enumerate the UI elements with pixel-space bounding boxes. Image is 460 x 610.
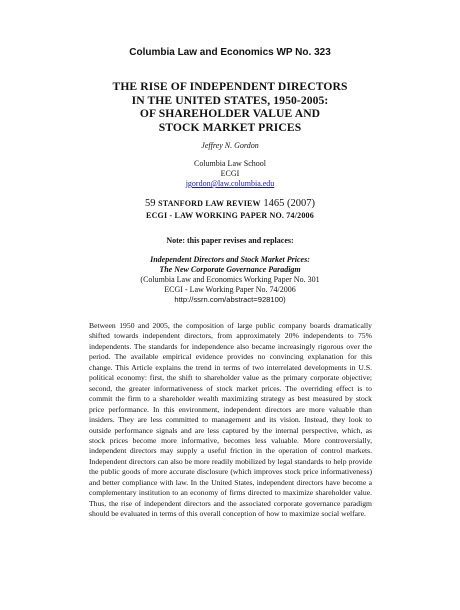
original-paper xyxy=(0,255,460,305)
citation-page-year: 1465 (2007) xyxy=(263,198,315,209)
affiliation-school: Columbia Law School xyxy=(194,159,266,168)
original-title-line-2: The New Corporate Governance Paradigm xyxy=(159,265,301,274)
author-name: Jeffrey N. Gordon xyxy=(201,141,259,150)
affiliation-org: ECGI xyxy=(220,169,240,178)
title-line-4: STOCK MARKET PRICES xyxy=(158,120,302,134)
affiliation xyxy=(0,159,460,189)
citation-volume: 59 xyxy=(144,198,156,209)
revision-note: Note: this paper revises and replaces: xyxy=(166,236,294,245)
abstract-text: Between 1950 and 2005, the composition of large public company boards dramatically shifted towards independent directors, from approximately 20% independents to 75% independents. The standards for independence also became increasingly rigorous over the period. The available empirical evidence provides no convincing explanation for this change. This Article explains the trend in terms of two interrelated developments in U.S. political economy: first, the shift to shareholder value as the primary corporate objective; second, the greater informativeness of stock market prices. The overriding effect is to commit the firm to a shareholder wealth maximizing strategy as best measured by stock price performance. In this environment, independent directors are more valuable than insiders. They are less committed to management and its vision. Instead, they look to outside performance signals and are less captured by the internal perspective, which, as stock prices become more informative, becomes less valuable. More controversially, independent directors may supply a useful friction in the operation of control markets. Independent directors can also be more readily mobilized by legal standards to help provide the public goods of more accurate disclosure (which improves stock price informativeness) and better compliance with law. In the United States, independent directors have become a complementary institution to an economy of firms directed to maximize shareholder value. Thus, the rise of independent directors and the associated corporate governance paradigm should be evaluated in terms of this overall conception of how to maximize social welfare. xyxy=(89,321,372,519)
original-series-2: ECGI - Law Working Paper No. 74/2006 xyxy=(164,285,296,294)
ssrn-url[interactable]: http://ssrn.com/abstract=928100) xyxy=(174,295,286,304)
title-line-2: IN THE UNITED STATES, 1950-2005: xyxy=(131,93,329,107)
original-title-line-1: Independent Directors and Stock Market Prices: xyxy=(150,255,310,264)
citation-journal: STANFORD LAW REVIEW xyxy=(158,199,261,208)
ecgi-working-paper: ECGI - LAW WORKING PAPER NO. 74/2006 xyxy=(146,211,314,220)
journal-citation xyxy=(0,198,460,210)
original-series-1: (Columbia Law and Economics Working Paper No. 301 xyxy=(140,275,320,284)
paper-title xyxy=(60,80,400,134)
title-line-1: THE RISE OF INDEPENDENT DIRECTORS xyxy=(112,80,348,93)
email-link[interactable]: jgordon@law.columbia.edu xyxy=(185,179,275,188)
working-paper-series: Columbia Law and Economics WP No. 323 xyxy=(129,47,331,58)
title-line-3: OF SHAREHOLDER VALUE AND xyxy=(139,107,321,120)
